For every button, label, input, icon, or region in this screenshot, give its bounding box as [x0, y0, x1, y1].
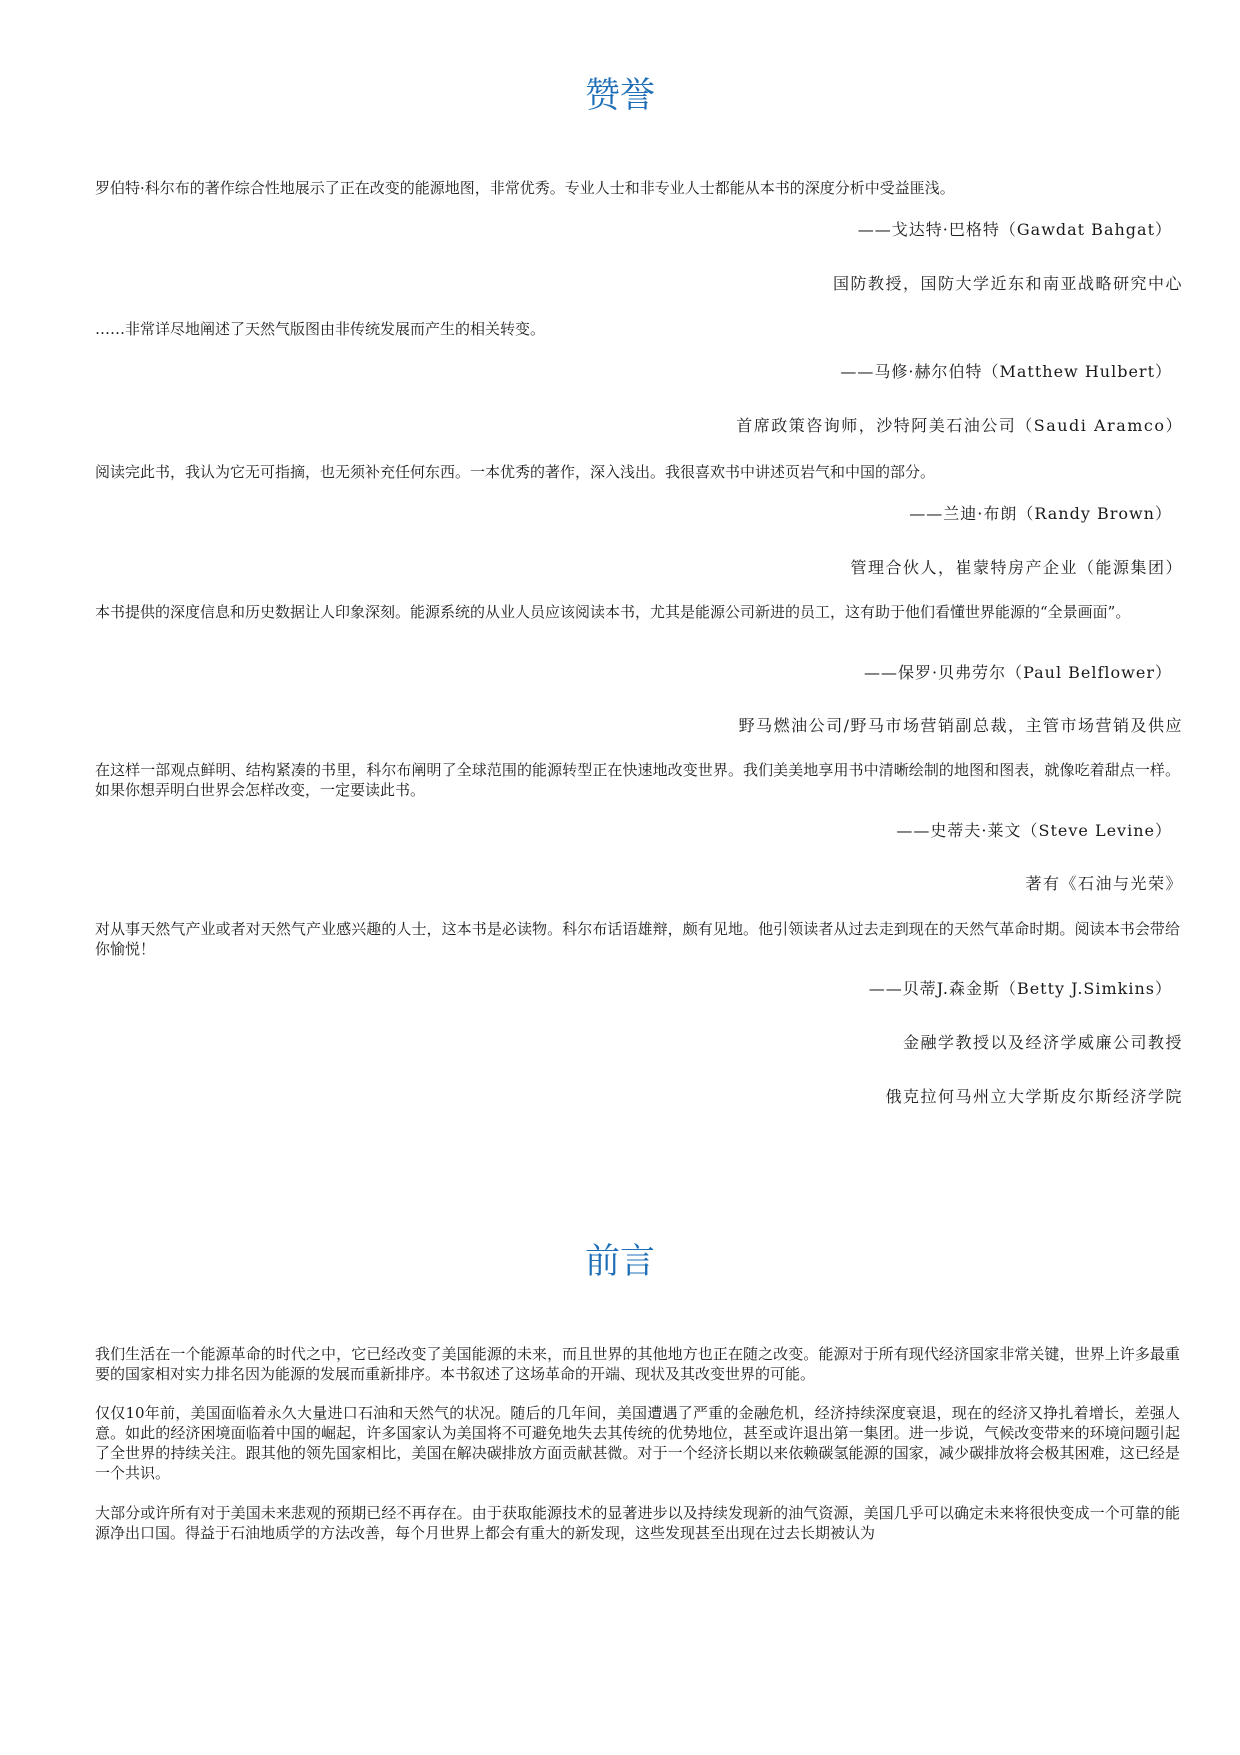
praise-quote-4-text: 本书提供的深度信息和历史数据让人印象深刻。能源系统的从业人员应该阅读本书，尤其是能源公司新进的员工，这有助于他们看懂世界能源的“全景画面”。 — [95, 603, 1131, 621]
praise-quote-6-attribution: ——贝蒂J.森金斯（Betty J.Simkins） — [868, 979, 1172, 998]
preface-paragraph-1: 我们生活在一个能源革命的时代之中，它已经改变了美国能源的未来，而且世界的其他地方也正在随之改变。能源对于所有现代经济国家非常关键，世界上许多最重要的国家相对实力排名因为能源的发展而重新排序。本书叙述了这场革命的开端、现状及其改变世界的可能。 — [95, 1345, 1180, 1383]
praise-quote-5-text: 在这样一部观点鲜明、结构紧凑的书里，科尔布阐明了全球范围的能源转型正在快速地改变世界。我们美美地享用书中清晰绘制的地图和图表，就像吃着甜点一样。如果你想弄明白世界会怎样改变，一定要读此书。 — [95, 761, 1180, 799]
praise-quote-6-text: 对从事天然气产业或者对天然气产业感兴趣的人士，这本书是必读物。科尔布话语雄辩，颇有见地。他引领读者从过去走到现在的天然气革命时期。阅读本书会带给你愉悦！ — [95, 920, 1180, 958]
praise-quote-1-affiliation: 国防教授，国防大学近东和南亚战略研究中心 — [832, 274, 1183, 293]
praise-quote-2-attribution: ——马修·赫尔伯特（Matthew Hulbert） — [840, 362, 1172, 381]
praise-quote-3-attribution: ——兰迪·布朗（Randy Brown） — [909, 504, 1172, 523]
praise-quote-5-affiliation: 著有《石油与光荣》 — [1025, 874, 1183, 893]
praise-title: 赞誉 — [584, 76, 655, 116]
praise-quote-1-attribution: ——戈达特·巴格特（Gawdat Bahgat） — [857, 220, 1172, 239]
praise-quote-2-affiliation: 首席政策咨询师，沙特阿美石油公司（Saudi Aramco） — [736, 416, 1183, 435]
praise-quote-4-affiliation: 野马燃油公司/野马市场营销副总裁，主管市场营销及供应 — [738, 716, 1183, 735]
praise-quote-6-affiliation-2: 俄克拉何马州立大学斯皮尔斯经济学院 — [885, 1087, 1183, 1106]
preface-title: 前言 — [584, 1242, 655, 1282]
praise-quote-3-text: 阅读完此书，我认为它无可指摘，也无须补充任何东西。一本优秀的著作，深入浅出。我很喜欢书中讲述页岩气和中国的部分。 — [95, 463, 936, 481]
preface-paragraph-3: 大部分或许所有对于美国未来悲观的预期已经不再存在。由于获取能源技术的显著进步以及持续发现新的油气资源，美国几乎可以确定未来将很快变成一个可靠的能源净出口国。得益于石油地质学的方法改善，每个月世界上都会有重大的新发现，这些发现甚至出现在过去长期被认为 — [95, 1504, 1180, 1542]
preface-paragraph-2: 仅仅10年前，美国面临着永久大量进口石油和天然气的状况。随后的几年间，美国遭遇了严重的金融危机，经济持续深度衰退，现在的经济又挣扎着增长，差强人意。如此的经济困境面临着中国的崛起，许多国家认为美国将不可避免地失去其传统的优势地位，甚至或许退出第一集团。进一步说，气候改变带来的环境问题引起了全世界的持续关注。跟其他的领先国家相比，美国在解决碳排放方面贡献甚微。对于一个经济长期以来依赖碳氢能源的国家，减少碳排放将会极其困难，这已经是一个共识。 — [95, 1404, 1180, 1482]
praise-quote-2-text: ……非常详尽地阐述了天然气版图由非传统发展而产生的相关转变。 — [95, 320, 546, 338]
praise-quote-4-attribution: ——保罗·贝弗劳尔（Paul Belflower） — [863, 663, 1172, 682]
praise-quote-6-affiliation-1: 金融学教授以及经济学威廉公司教授 — [902, 1033, 1183, 1052]
praise-quote-3-affiliation: 管理合伙人，崔蒙特房产企业（能源集团） — [850, 558, 1183, 577]
praise-quote-1-text: 罗伯特·科尔布的著作综合性地展示了正在改变的能源地图，非常优秀。专业人士和非专业人士都能从本书的深度分析中受益匪浅。 — [95, 179, 955, 197]
praise-quote-5-attribution: ——史蒂夫·莱文（Steve Levine） — [896, 821, 1172, 840]
